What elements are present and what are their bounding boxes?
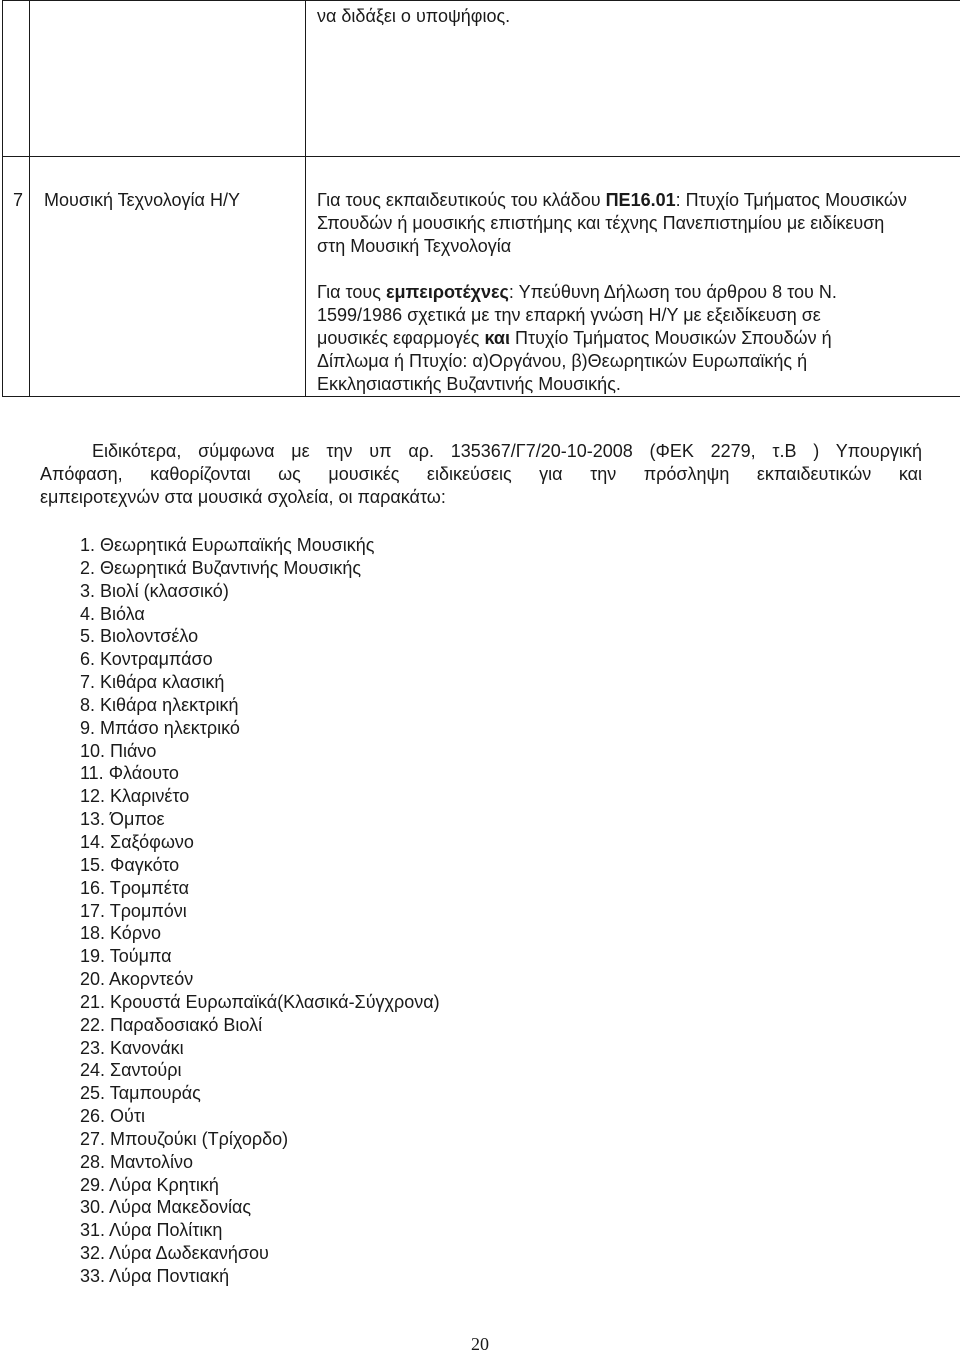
list-item: 17. Τρομπόνι	[80, 900, 187, 921]
list-item: 23. Κανονάκι	[80, 1037, 184, 1058]
list-item: 6. Κοντραμπάσο	[80, 649, 213, 670]
list-item: 26. Ούτι	[80, 1106, 145, 1127]
bold-term: εμπειροτέχνες	[385, 282, 509, 302]
list-item: 3. Βιολί (κλασσικό)	[80, 580, 229, 601]
list-item: 22. Παραδοσιακό Βιολί	[80, 1014, 263, 1035]
list-item: 15. Φαγκότο	[80, 854, 180, 875]
text-span: : Υπεύθυνη Δήλωση του άρθρου 8 του Ν.	[508, 282, 837, 302]
paragraph-text: Ειδικότερα, σύμφωνα με την υπ αρ. 135367/Γ7/20-10-2008 (ΦΕΚ 2279, τ.Β ) Υπουργική	[92, 441, 922, 461]
requirement-teachers-line	[317, 189, 907, 212]
list-item: 10. Πιάνο	[80, 740, 157, 761]
requirement-practitioners-line	[317, 327, 832, 350]
subject-name: Μουσική Τεχνολογία Η/Υ	[44, 190, 240, 210]
table-cell	[30, 1, 306, 157]
list-item: 5. Βιολοντσέλο	[80, 626, 199, 647]
list-item: 21. Κρουστά Ευρωπαϊκά(Κλασικά-Σύγχρονα)	[80, 991, 440, 1012]
list-item: 29. Λύρα Κρητική	[80, 1174, 219, 1195]
requirement-practitioners-line: Δίπλωμα ή Πτυχίο: α)Οργάνου, β)Θεωρητικών Ευρωπαϊκής ή	[317, 351, 808, 371]
list-item: 11. Φλάουτο	[80, 763, 179, 784]
text-span: Για τους εκπαιδευτικούς του κλάδου	[317, 190, 606, 210]
list-item: 28. Μαντολίνο	[80, 1151, 193, 1172]
list-item: 30. Λύρα Μακεδονίας	[80, 1197, 252, 1218]
requirement-practitioners-line: 1599/1986 σχετικά με την επαρκή γνώση Η/Υ με εξειδίκευση σε	[317, 305, 821, 325]
list-item: 32. Λύρα Δωδεκανήσου	[80, 1243, 269, 1264]
list-item: 9. Μπάσο ηλεκτρικό	[80, 717, 240, 738]
list-item: 14. Σαξόφωνο	[80, 831, 194, 852]
paragraph-line	[92, 440, 922, 463]
specializations-list	[80, 534, 440, 1288]
paragraph-text: Απόφαση, καθορίζονται ως μουσικές ειδικεύσεις για την πρόσληψη εκπαιδευτικών και	[40, 464, 922, 484]
list-item: 16. Τρομπέτα	[80, 877, 190, 898]
page-number: 20	[471, 1334, 489, 1354]
list-item: 31. Λύρα Πολίτικη	[80, 1220, 223, 1241]
list-item: 13. Όμποε	[80, 809, 165, 830]
list-item: 19. Τούμπα	[80, 946, 172, 967]
list-item: 33. Λύρα Ποντιακή	[80, 1266, 230, 1286]
list-item: 12. Κλαρινέτο	[80, 786, 190, 807]
list-item: 4. Βιόλα	[80, 603, 145, 624]
paragraph-line	[40, 463, 922, 486]
list-item: 2. Θεωρητικά Βυζαντινής Μουσικής	[80, 557, 362, 578]
paragraph-line: εμπειροτεχνών στα μουσικά σχολεία, οι παρακάτω:	[40, 487, 446, 507]
requirement-practitioners-line: Εκκλησιαστικής Βυζαντινής Μουσικής.	[317, 374, 621, 394]
list-item: 1. Θεωρητικά Ευρωπαϊκής Μουσικής	[80, 535, 375, 555]
text-span: μουσικές εφαρμογές	[317, 328, 485, 348]
list-item: 8. Κιθάρα ηλεκτρική	[80, 694, 239, 715]
requirement-teachers-line: Σπουδών ή μουσικής επιστήμης και τέχνης Πανεπιστημίου με ειδίκευση	[317, 213, 885, 233]
list-item: 27. Μπουζούκι (Τρίχορδο)	[80, 1128, 289, 1149]
text-span: Για τους	[317, 282, 386, 302]
top-row-text: να διδάξει ο υποψήφιος.	[317, 6, 511, 26]
text-span: : Πτυχίο Τμήματος Μουσικών	[675, 190, 907, 210]
list-item: 24. Σαντούρι	[80, 1060, 182, 1081]
requirement-practitioners-line	[317, 281, 837, 304]
list-item: 20. Ακορντεόν	[80, 969, 194, 990]
table-cell	[3, 1, 30, 157]
list-item: 25. Ταμπουράς	[80, 1083, 201, 1104]
bold-term: και	[484, 328, 510, 348]
branch-code: ΠΕ16.01	[605, 190, 676, 210]
list-item: 7. Κιθάρα κλασική	[80, 672, 225, 693]
requirement-teachers-line: στη Μουσική Τεχνολογία	[317, 236, 512, 256]
row-number: 7	[13, 190, 24, 210]
text-span: Πτυχίο Τμήματος Μουσικών Σπουδών ή	[509, 328, 832, 348]
list-item: 18. Κόρνο	[80, 923, 162, 944]
